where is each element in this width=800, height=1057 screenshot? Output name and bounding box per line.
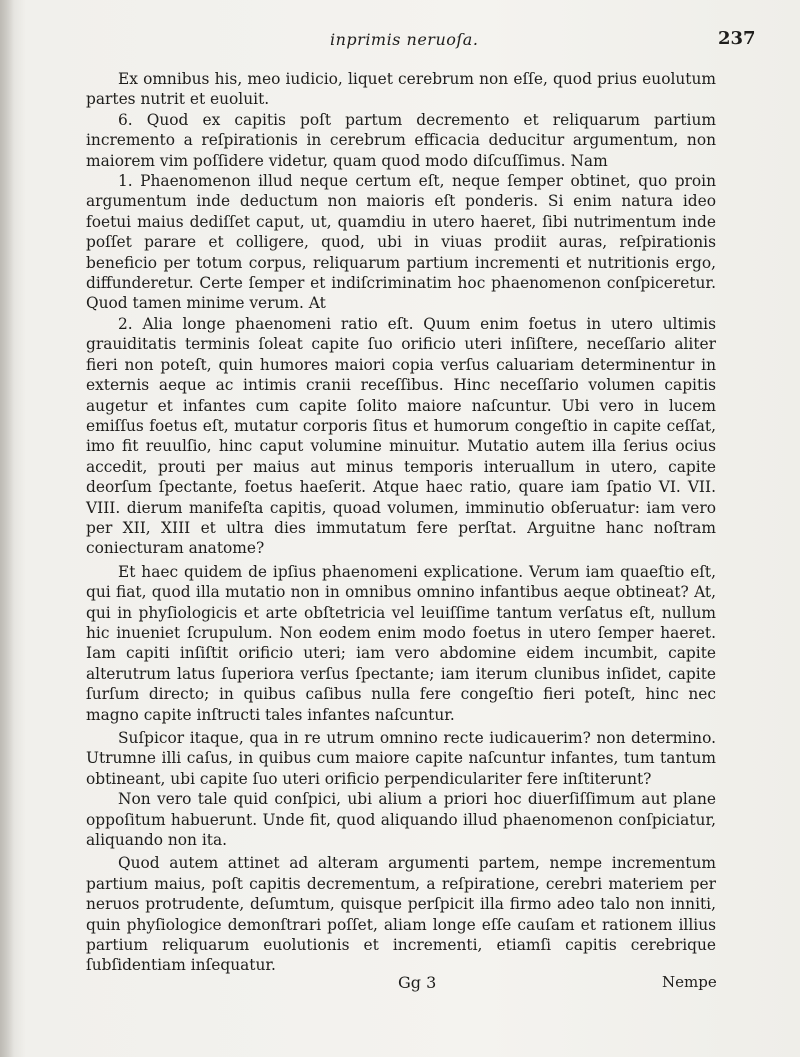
signature-mark: Gg 3 [398,973,437,992]
paragraph-7: Non vero tale quid conſpici, ubi alium a priori hoc diuerſiſſimum aut plane oppoſitum habuerunt. Unde fit, quod aliquando illud phaenomenon conſpiciatur, aliquando non ita. [86,790,716,850]
catchword: Nempe [662,973,717,991]
paragraph-5: Et haec quidem de ipſius phaenomeni explicatione. Verum iam quaeſtio eſt, qui fiat, quod illa mutatio non in omnibus omnino infantibus aeque obtineat? At, qui in phyſiologicis et arte obſtetricia vel leuiſſime tantum verſatus eſt, nullum hic inueniet ſcrupulum. Non eodem enim modo foetus in utero ſemper haeret. Iam capiti inſiſtit orificio uteri; iam vero abdomine eidem incumbit, capite alterutrum latus ſuperiora verſus ſpectante; iam iterum clunibus inſidet, capite ſurſum directo; in quibus caſibus nulla fere congeſtio fieri poteſt, hinc nec magno capite inſtructi tales infantes naſcuntur. [86,562,716,724]
running-head [0,30,800,54]
paragraph-3: 1. Phaenomenon illud neque certum eſt, neque ſemper obtinet, quo proin argumentum inde deductum non maioris eſt ponderis. Si enim natura ideo foetui maius dediſſet caput, ut, quamdiu in utero haeret, ſibi nutrimentum inde poſſet parare et colligere, quod, ubi in viuas prodiit auras, reſpirationis beneficio per totum corpus, reliquarum partium incrementi et nutritionis ergo, diffunderetur. Certe ſemper et indiſcriminatim hoc phaenomenon conſpiceretur. Quod tamen minime verum. At [86,172,716,313]
running-title: inprimis neruoſa. [330,30,479,49]
paragraph-4: 2. Alia longe phaenomeni ratio eſt. Quum enim foetus in utero ultimis grauiditatis terminis ſoleat capite ſuo orificio uteri inſiſtere, neceſſario aliter fieri non poteſt, quin humores maiori copia verſus caluariam determinentur in externis aeque ac intimis cranii receſſibus. Hinc neceſſario volumen capitis augetur et infantes cum capite ſolito maiore naſcuntur. Ubi vero in lucem emiſſus foetus eſt, mutatur corporis ſitus et humorum congeſtio in capite ceſſat, imo fit reuulſio, hinc caput volumine minuitur. Mutatio autem illa ſerius ocius accedit, prouti per maius aut minus temporis interuallum in utero, capite deorſum ſpectante, foetus haeſerit. Atque haec ratio, quare iam ſpatio VI. VII. VIII. dierum manifeſta capitis, quoad volumen, imminutio obſeruatur: iam vero per XII, XIII et ultra dies immutatum fere perſtat. Arguitne hanc noſtram coniecturam anatome? [86,314,716,558]
paragraph-8: Quod autem attinet ad alteram argumenti partem, nempe incrementum partium maius, poſt capitis decrementum, a reſpiratione, cerebri materiem per neruos protrudente, deſumtum, quisque perſpicit illa firmo adeo talo non inniti, quin phyſiologice demonſtrari poſſet, aliam longe eſſe cauſam et rationem illius partium reliquarum euolutionis et incrementi, etiamſi capitis cerebrique ſubſidentiam inſequatur. [86,854,716,975]
page-number: 237 [718,28,756,49]
gutter-shadow [0,0,14,1057]
page-footer [0,973,800,997]
paragraph-2: 6. Quod ex capitis poſt partum decremento et reliquarum partium incremento a reſpirationis in cerebrum efficacia deducitur argumentum, non maiorem vim poſſidere videtur, quam quod modo diſcuſſimus. Nam [86,110,716,170]
paragraph-6: Suſpicor itaque, qua in re utrum omnino recte iudicauerim? non determino. Utrumne illi caſus, in quibus cum maiore capite naſcuntur infantes, tum tantum obtineant, ubi capite ſuo uteri orificio perpendiculariter fere inſtiterunt? [86,729,716,788]
body-text [86,69,716,976]
paragraph-1: Ex omnibus his, meo iudicio, liquet cerebrum non eſſe, quod prius euolutum partes nutrit et euoluit. [86,70,716,109]
